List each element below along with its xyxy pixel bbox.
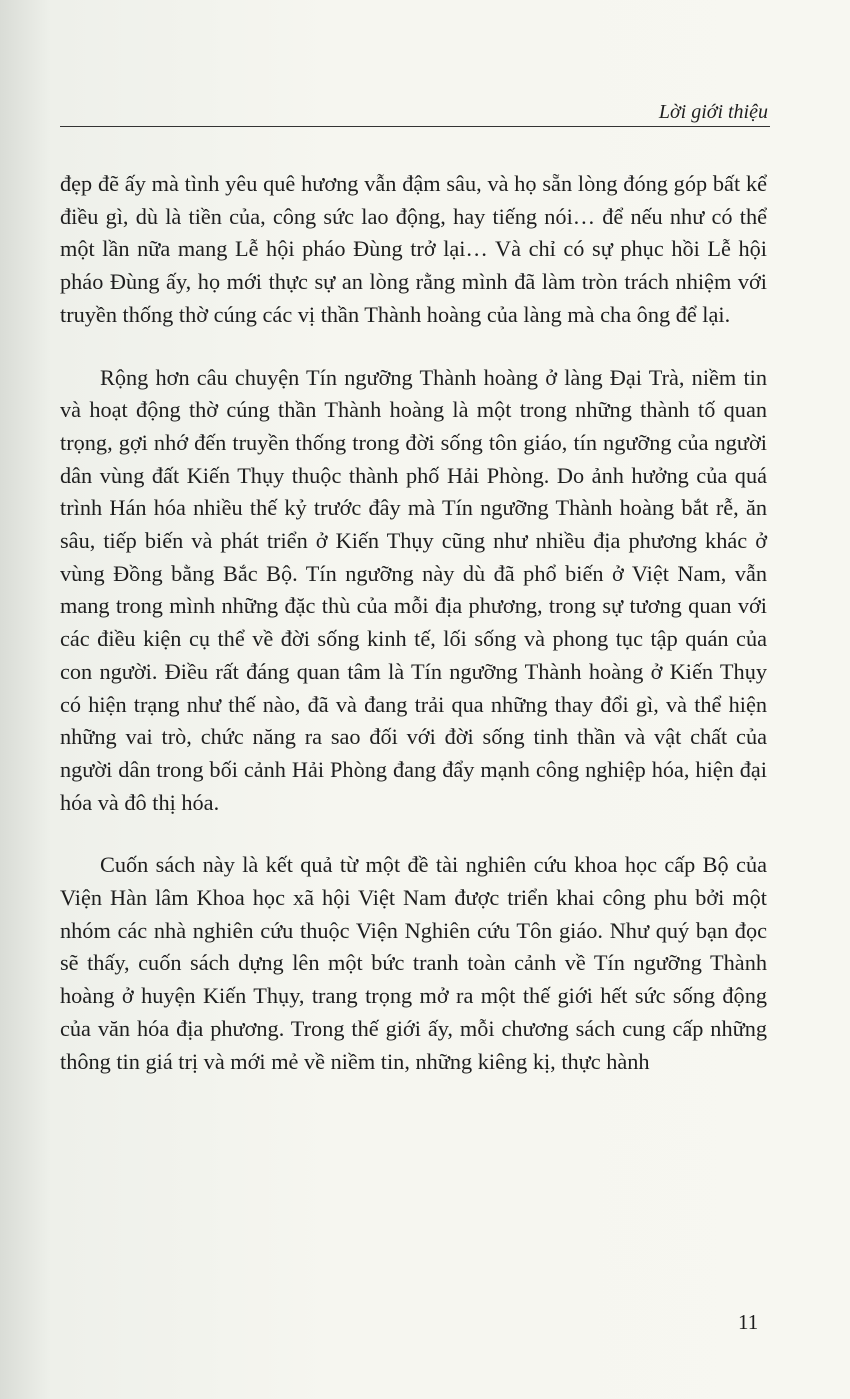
running-header — [60, 98, 770, 127]
paragraph-2: Rộng hơn câu chuyện Tín ngưỡng Thành hoàng ở làng Đại Trà, niềm tin và hoạt động thờ cúng thần Thành hoàng là một trong những thành tố quan trọng, gợi nhớ đến truyền thống trong đời sống tôn giáo, tín ngưỡng của người dân vùng đất Kiến Thụy thuộc thành phố Hải Phòng. Do ảnh hưởng của quá trình Hán hóa nhiều thế kỷ trước đây mà Tín ngưỡng Thành hoàng bắt rễ, ăn sâu, tiếp biến và phát triển ở Kiến Thụy cũng như nhiều địa phương khác ở vùng Đồng bằng Bắc Bộ. Tín ngưỡng này dù đã phổ biến ở Việt Nam, vẫn mang trong mình những đặc thù của mỗi địa phương, trong sự tương quan với các điều kiện cụ thể về đời sống kinh tế, lối sống và phong tục tập quán của con người. Điều rất đáng quan tâm là Tín ngưỡng Thành hoàng ở Kiến Thụy có hiện trạng như thế nào, đã và đang trải qua những thay đổi gì, và thể hiện những vai trò, chức năng ra sao đối với đời sống tinh thần và vật chất của người dân trong bối cảnh Hải Phòng đang đẩy mạnh công nghiệp hóa, hiện đại hóa và đô thị hóa. — [60, 364, 767, 815]
body-text — [60, 168, 767, 1078]
paragraph-3: Cuốn sách này là kết quả từ một đề tài nghiên cứu khoa học cấp Bộ của Viện Hàn lâm Khoa học xã hội Việt Nam được triển khai công phu bởi một nhóm các nhà nghiên cứu thuộc Viện Nghiên cứu Tôn giáo. Như quý bạn đọc sẽ thấy, cuốn sách dựng lên một bức tranh toàn cảnh về Tín ngưỡng Thành hoàng ở huyện Kiến Thụy, trang trọng mở ra một thế giới hết sức sống động của văn hóa địa phương. Trong thế giới ấy, mỗi chương sách cung cấp những thông tin giá trị và mới mẻ về niềm tin, những kiêng kị, thực hành — [60, 852, 767, 1074]
page-number: 11 — [738, 1310, 759, 1334]
paragraph-1: đẹp đẽ ấy mà tình yêu quê hương vẫn đậm sâu, và họ sẵn lòng đóng góp bất kể điều gì, dù là tiền của, công sức lao động, hay tiếng nói… để nếu như có thể một lần nữa mang Lễ hội pháo Đùng trở lại… Và chỉ có sự phục hồi Lễ hội pháo Đùng ấy, họ mới thực sự an lòng rằng mình đã làm tròn trách nhiệm với truyền thống thờ cúng các vị thần Thành hoàng của làng mà cha ông để lại. — [60, 171, 767, 327]
chapter-title: Lời giới thiệu — [658, 101, 768, 123]
